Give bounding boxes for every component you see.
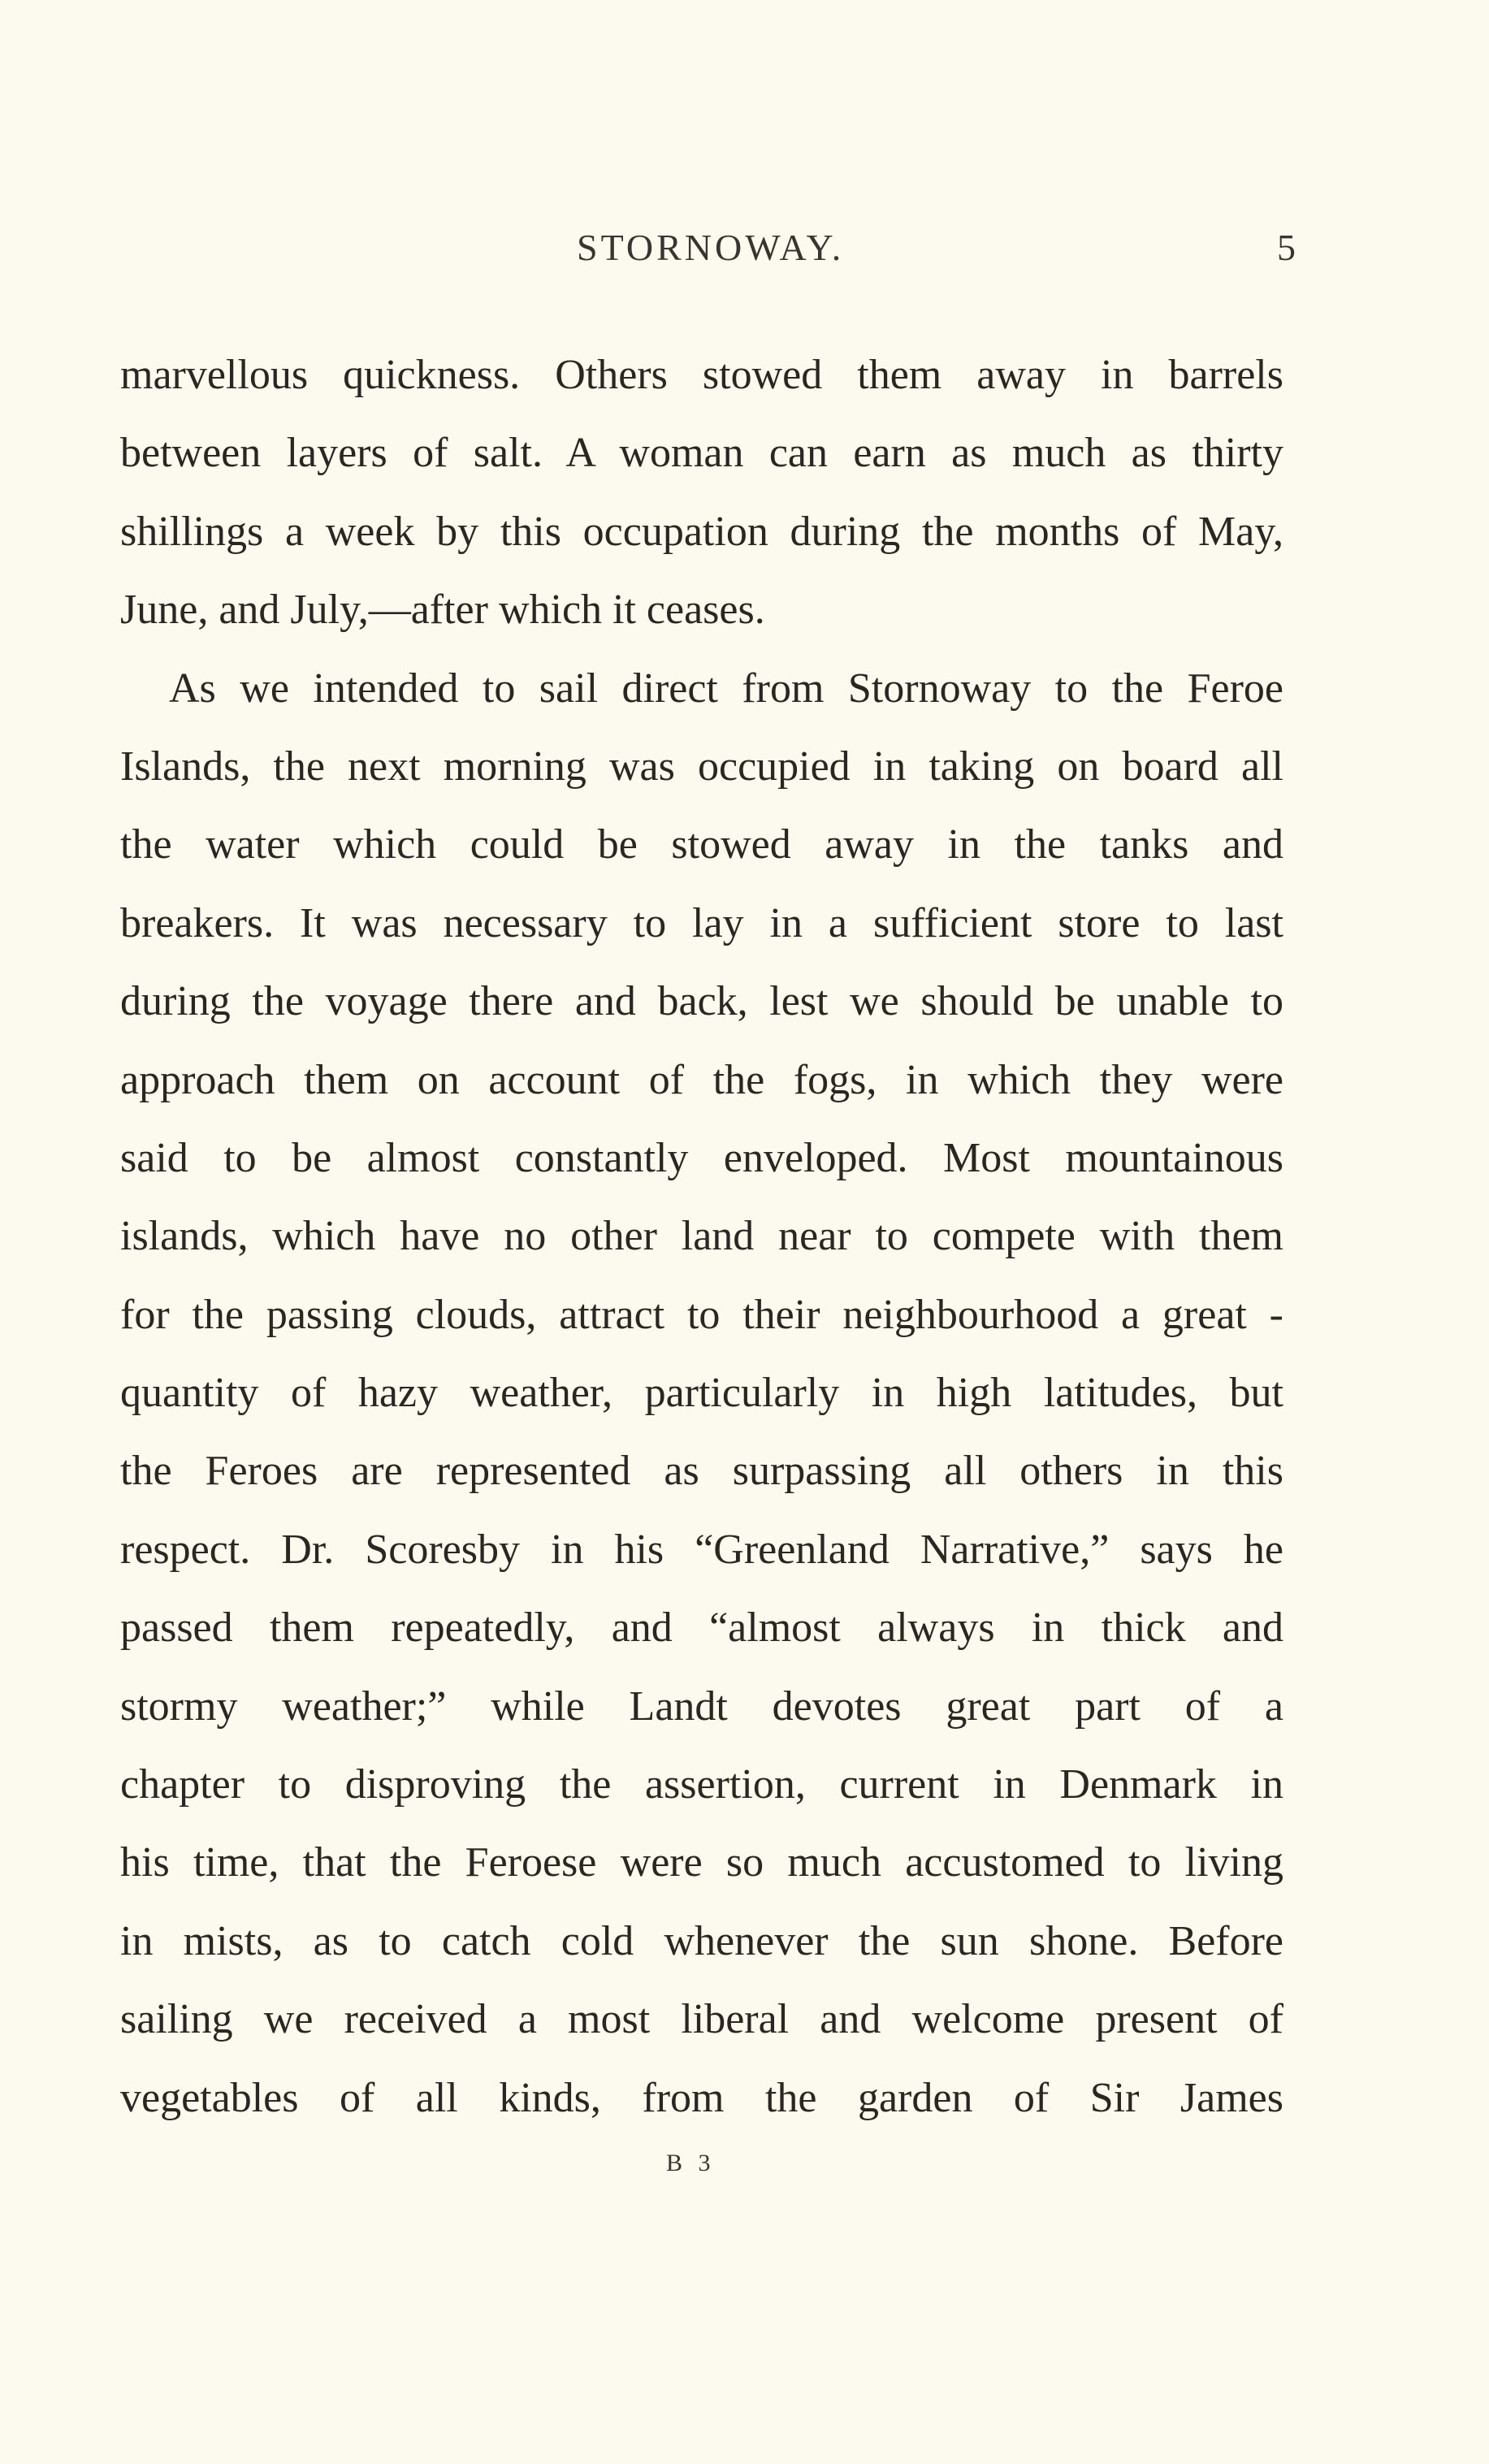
text-line: vegetables of all kinds, from the garden of Sir James bbox=[120, 2074, 1283, 2121]
running-head bbox=[0, 226, 1489, 283]
text-line: shillings a week by this occupation during the months of May, bbox=[120, 508, 1283, 555]
text-line: approach them on account of the fogs, in which they were bbox=[120, 1056, 1283, 1103]
text-line: islands, which have no other land near to compete with them bbox=[120, 1213, 1283, 1260]
running-title: STORNOWAY. bbox=[577, 227, 845, 268]
text-line: As we intended to sail direct from Stornoway to the Feroe bbox=[169, 665, 1283, 712]
text-line: chapter to disproving the assertion, current in Denmark in bbox=[120, 1761, 1283, 1808]
text-line: breakers. It was necessary to lay in a sufficient store to last bbox=[120, 899, 1283, 946]
text-line: for the passing clouds, attract to their neighbourhood a great - bbox=[120, 1291, 1283, 1338]
text-line: sailing we received a most liberal and welcome present of bbox=[120, 1996, 1283, 2043]
text-line: the water which could be stowed away in the tanks and bbox=[120, 821, 1283, 868]
text-line: Islands, the next morning was occupied in taking on board all bbox=[120, 743, 1283, 790]
text-line: respect. Dr. Scoresby in his “Greenland Narrative,” says he bbox=[120, 1526, 1283, 1573]
text-line: stormy weather;” while Landt devotes great part of a bbox=[120, 1682, 1283, 1730]
text-line: passed them repeatedly, and “almost always in thick and bbox=[120, 1604, 1283, 1652]
text-line: his time, that the Feroese were so much accustomed to living bbox=[120, 1839, 1283, 1886]
text-line: said to be almost constantly enveloped. Most mountainous bbox=[120, 1134, 1283, 1181]
text-line: the Feroes are represented as surpassing all others in this bbox=[120, 1448, 1283, 1495]
body-text bbox=[120, 336, 1283, 2137]
text-line: marvellous quickness. Others stowed them away in barrels bbox=[120, 352, 1283, 398]
text-line: quantity of hazy weather, particularly in high latitudes, but bbox=[120, 1370, 1283, 1417]
signature-mark: B 3 bbox=[666, 2150, 716, 2176]
text-line: during the voyage there and back, lest we should be unable to bbox=[120, 978, 1283, 1025]
page-number: 5 bbox=[1277, 227, 1296, 268]
text-line: June, and July,—after which it ceases. bbox=[120, 587, 765, 634]
text-line: between layers of salt. A woman can earn as much as thirty bbox=[120, 430, 1283, 477]
text-line: in mists, as to catch cold whenever the sun shone. Before bbox=[120, 1917, 1283, 1964]
